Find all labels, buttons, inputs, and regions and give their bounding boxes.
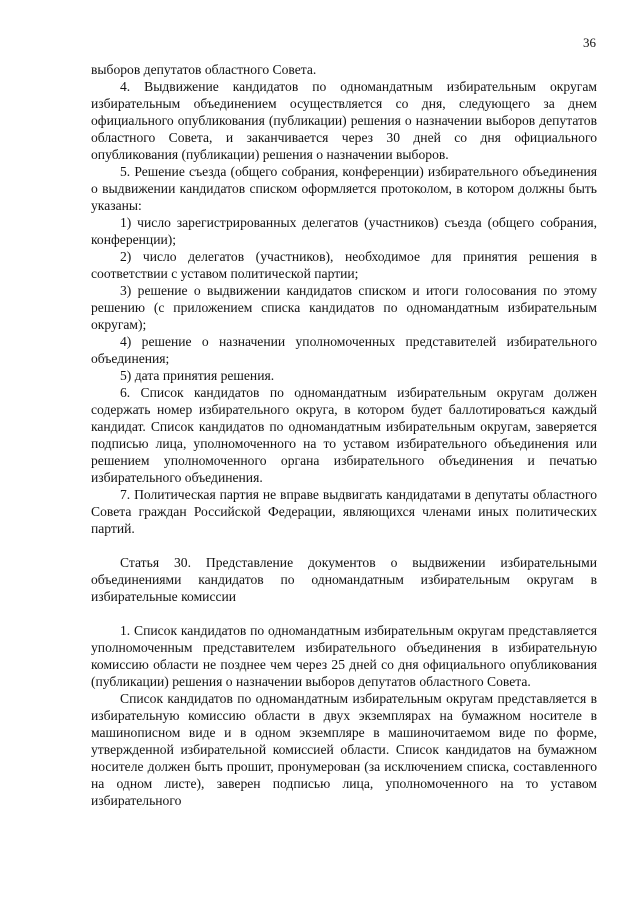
paragraph: Список кандидатов по одномандатным избирательным округам представляется в избирательную комиссию области в двух экземплярах на бумажном носителе в машинописном виде и в одном экземпляре в машиночитаемом виде по форме, утвержденной избирательной комиссией области. Список кандидатов на бумажном носителе должен быть прошит, пронумерован (за исключением списка, составленного на одном листе), заверен подписью лица, уполномоченного на то уставом избирательного <box>91 691 597 808</box>
spacer <box>91 537 597 554</box>
paragraph: 5. Решение съезда (общего собрания, конференции) избирательного объединения о выдвижении кандидатов списком оформляется протоколом, в котором должны быть указаны: <box>91 164 597 213</box>
list-item: 4) решение о назначении уполномоченных представителей избирательного объединения; <box>91 334 597 366</box>
paragraph: 1. Список кандидатов по одномандатным избирательным округам представляется уполномоченным представителем избирательного объединения в избирательную комиссию области не позднее чем через 25 дней со дня официального опубликования (публикации) решения о назначении выборов депутатов областного Совета. <box>91 623 597 689</box>
list-item: 2) число делегатов (участников), необходимое для принятия решения в соответствии с уставом политической партии; <box>91 249 597 281</box>
page-number: 36 <box>583 35 596 50</box>
list-item: 5) дата принятия решения. <box>120 368 275 383</box>
paragraph: 6. Список кандидатов по одномандатным избирательным округам должен содержать номер избирательного округа, в котором будет баллотироваться каждый кандидат. Список кандидатов по одномандатным избирательным округам, заверяется подписью лица, уполномоченного на то уставом избирательного объединения или решением уполномоченного органа избирательного объединения и печатью избирательного объединения. <box>91 385 597 485</box>
list-item: 1) число зарегистрированных делегатов (участников) съезда (общего собрания, конференции); <box>91 215 597 247</box>
paragraph: выборов депутатов областного Совета. <box>91 62 317 77</box>
paragraph: 7. Политическая партия не вправе выдвигать кандидатами в депутаты областного Совета граждан Российской Федерации, являющихся членами иных политических партий. <box>91 487 597 536</box>
spacer <box>91 605 597 622</box>
list-item: 3) решение о выдвижении кандидатов списком и итоги голосования по этому решению (с приложением списка кандидатов по одномандатным избирательным округам); <box>91 283 597 332</box>
article-title: Статья 30. Представление документов о выдвижении избирательными объединениями кандидатов по одномандатным избирательным округам в избирательные комиссии <box>91 555 597 604</box>
document-body <box>91 61 597 809</box>
paragraph: 4. Выдвижение кандидатов по одномандатным избирательным округам избирательным объединением осуществляется со дня, следующего за днем официального опубликования (публикации) решения о назначении выборов депутатов областного Совета, и заканчивается через 30 дней со дня официального опубликования (публикации) решения о назначении выборов. <box>91 79 597 162</box>
